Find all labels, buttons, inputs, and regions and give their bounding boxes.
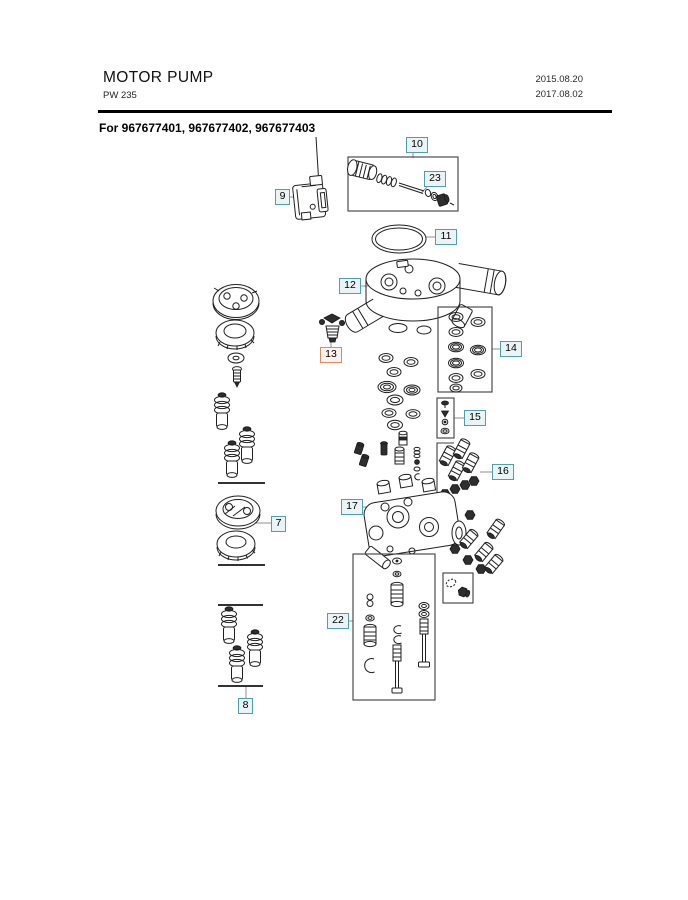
part-17-pump-body <box>362 473 505 575</box>
callout-13[interactable]: 13 <box>320 347 342 363</box>
callout-7[interactable]: 7 <box>271 516 286 532</box>
group-22-piston-kit <box>353 554 435 700</box>
group-15-valve-kit <box>437 398 454 438</box>
callout-15[interactable]: 15 <box>464 410 486 426</box>
seal-cascade <box>354 354 420 480</box>
callout-9[interactable]: 9 <box>275 189 290 205</box>
callout-17[interactable]: 17 <box>341 499 363 515</box>
callout-12[interactable]: 12 <box>339 278 361 294</box>
group-7-cam-bearing <box>216 496 260 561</box>
part-9-switch <box>292 137 328 221</box>
small-box-kit <box>443 573 473 603</box>
callout-22[interactable]: 22 <box>327 613 349 629</box>
date-revised: 2017.08.02 <box>535 88 583 100</box>
callout-11[interactable]: 11 <box>435 229 457 245</box>
date-published: 2015.08.20 <box>535 74 583 85</box>
applicability-note: For 967677401, 967677402, 967677403 <box>99 121 316 135</box>
part-13-valve <box>319 314 344 342</box>
callout-10[interactable]: 10 <box>406 137 428 153</box>
callout-23[interactable]: 23 <box>424 171 446 187</box>
callout-8[interactable]: 8 <box>238 698 253 714</box>
callout-16[interactable]: 16 <box>492 464 514 480</box>
group-8-pistons <box>222 607 263 683</box>
part-11-oring <box>372 225 426 253</box>
left-parts-stack <box>213 285 259 478</box>
callout-14[interactable]: 14 <box>500 341 522 357</box>
model-number: PW 235 <box>103 90 137 101</box>
part-12-pump-head <box>342 259 507 335</box>
page-title: MOTOR PUMP <box>103 69 214 86</box>
